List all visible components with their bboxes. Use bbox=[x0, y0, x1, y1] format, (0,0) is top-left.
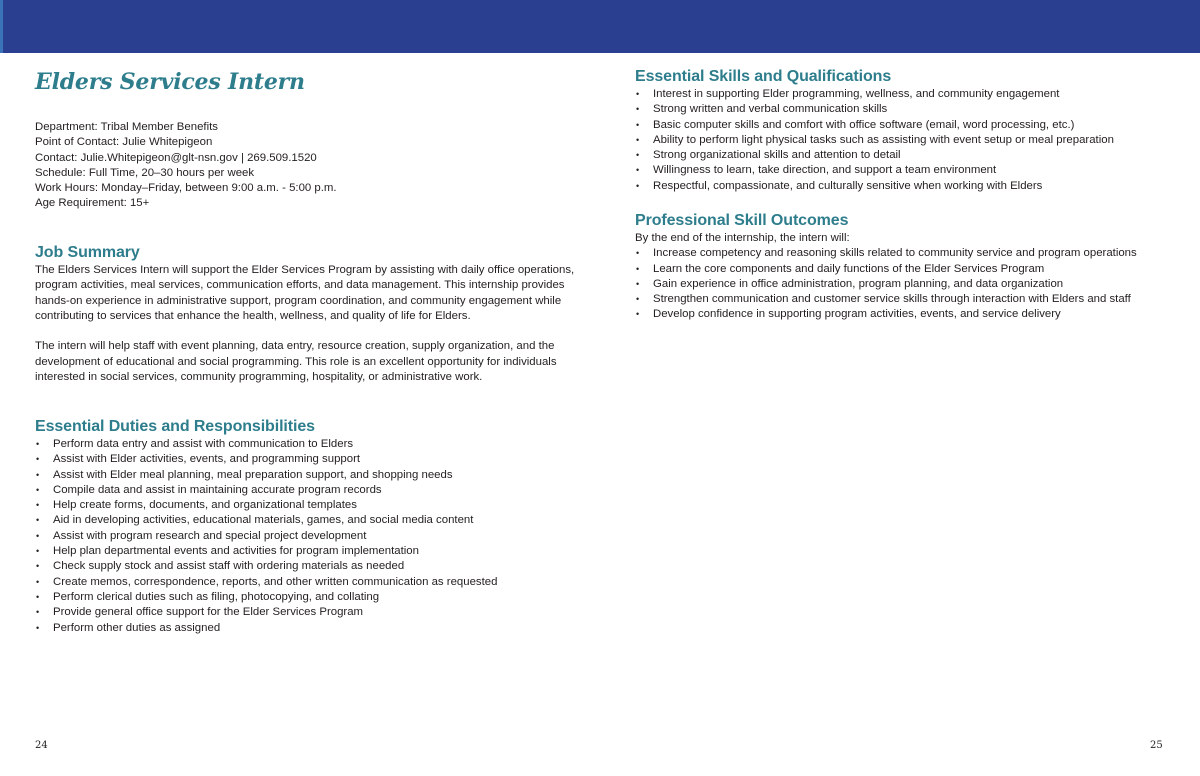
job-summary-section bbox=[35, 243, 575, 385]
duty-item bbox=[35, 498, 575, 513]
bullet-icon: • bbox=[36, 546, 40, 557]
outcomes-intro: By the end of the internship, the intern will: bbox=[635, 232, 850, 244]
duties-heading: Essential Duties and Responsibilities bbox=[35, 418, 315, 435]
page-number-left: 24 bbox=[35, 740, 48, 751]
skill-item-text: Strong written and verbal communication skills bbox=[653, 103, 888, 116]
bullet-icon: • bbox=[36, 454, 40, 465]
duty-item-text: Assist with program research and special project development bbox=[53, 529, 367, 542]
page-number-right: 25 bbox=[1150, 740, 1163, 751]
bullet-icon: • bbox=[636, 263, 640, 274]
duty-item bbox=[35, 483, 575, 498]
job-summary-paragraph-1: The Elders Services Intern will support the Elder Services Program by assisting with daily office operations, program activities, meal services, communication efforts, and data management. This internship provides hands-on experience in administrative support, program coordination, and community engagement while contributing to services that enhance the health, wellness, and quality of life for Elders. bbox=[35, 264, 575, 322]
info-age-requirement: Age Requirement: 15+ bbox=[35, 197, 150, 210]
skill-item-text: Ability to perform light physical tasks such as assisting with event setup or meal preparation bbox=[653, 133, 1114, 146]
duty-item-text: Compile data and assist in maintaining accurate program records bbox=[53, 483, 382, 496]
duty-item bbox=[35, 575, 575, 590]
outcomes-section bbox=[635, 211, 1175, 323]
duty-item bbox=[35, 621, 575, 636]
duty-item-text: Create memos, correspondence, reports, and other written communication as requested bbox=[53, 575, 498, 588]
skills-heading: Essential Skills and Qualifications bbox=[635, 68, 892, 85]
outcome-item-text: Strengthen communication and customer service skills through interaction with Elders and staff bbox=[653, 293, 1131, 306]
duty-item-text: Check supply stock and assist staff with ordering materials as needed bbox=[53, 560, 405, 573]
outcomes-list bbox=[635, 246, 1175, 322]
duty-item bbox=[35, 513, 575, 528]
header-band-edge bbox=[0, 0, 3, 53]
job-summary-paragraph-2: The intern will help staff with event planning, data entry, resource creation, supply organization, and the development of educational and social programming. This role is an excellent opportunity for individuals interested in social services, community programming, hospitality, or administrative work. bbox=[35, 340, 557, 384]
bullet-icon: • bbox=[36, 561, 40, 572]
duty-item-text: Perform data entry and assist with communication to Elders bbox=[53, 438, 354, 450]
bullet-icon: • bbox=[36, 500, 40, 511]
bullet-icon: • bbox=[636, 89, 640, 99]
bullet-icon: • bbox=[636, 150, 640, 161]
job-summary-heading: Job Summary bbox=[35, 244, 140, 261]
duty-item bbox=[35, 544, 575, 559]
duty-item-text: Aid in developing activities, educational materials, games, and social media content bbox=[53, 514, 474, 527]
duty-item bbox=[35, 437, 575, 452]
skill-item-text: Interest in supporting Elder programming, wellness, and community engagement bbox=[653, 88, 1060, 100]
bullet-icon: • bbox=[636, 180, 640, 191]
outcome-item-text: Gain experience in office administration, program planning, and data organization bbox=[653, 277, 1064, 290]
skill-item-text: Strong organizational skills and attention to detail bbox=[653, 149, 901, 162]
skill-item bbox=[635, 102, 1175, 117]
duty-item-text: Provide general office support for the Elder Services Program bbox=[53, 606, 364, 619]
bullet-icon: • bbox=[636, 134, 640, 145]
bullet-icon: • bbox=[36, 484, 40, 495]
bullet-icon: • bbox=[36, 515, 40, 526]
duties-list bbox=[35, 437, 575, 636]
skill-item-text: Basic computer skills and comfort with office software (email, word processing, etc.) bbox=[653, 118, 1075, 131]
bullet-icon: • bbox=[36, 607, 40, 618]
outcome-item bbox=[635, 262, 1175, 277]
skill-item-text: Willingness to learn, take direction, and support a team environment bbox=[653, 164, 997, 177]
position-info bbox=[35, 120, 337, 212]
duty-item bbox=[35, 605, 575, 620]
outcome-item bbox=[635, 277, 1175, 292]
bullet-icon: • bbox=[636, 248, 640, 259]
skill-item bbox=[635, 133, 1175, 148]
duty-item bbox=[35, 468, 575, 483]
bullet-icon: • bbox=[636, 294, 640, 305]
duty-item-text: Perform other duties as assigned bbox=[53, 621, 221, 634]
bullet-icon: • bbox=[636, 165, 640, 176]
bullet-icon: • bbox=[636, 278, 640, 289]
skill-item bbox=[635, 118, 1175, 133]
duty-item-text: Help create forms, documents, and organizational templates bbox=[53, 499, 357, 512]
duty-item bbox=[35, 559, 575, 574]
skills-list bbox=[635, 87, 1175, 194]
skill-item bbox=[635, 179, 1175, 194]
outcome-item bbox=[635, 292, 1175, 307]
bullet-icon: • bbox=[36, 469, 40, 480]
outcome-item-text: Learn the core components and daily functions of the Elder Services Program bbox=[653, 262, 1045, 275]
info-contact-person: Point of Contact: Julie Whitepigeon bbox=[35, 136, 213, 149]
info-schedule: Schedule: Full Time, 20–30 hours per week bbox=[35, 166, 255, 179]
outcome-item bbox=[635, 307, 1175, 322]
duty-item bbox=[35, 452, 575, 467]
info-contact-details: Contact: Julie.Whitepigeon@glt-nsn.gov | 269.509.1520 bbox=[35, 151, 317, 164]
skill-item bbox=[635, 163, 1175, 178]
outcome-item bbox=[635, 246, 1175, 261]
duty-item bbox=[35, 590, 575, 605]
outcome-item-text: Develop confidence in supporting program activities, events, and service delivery bbox=[653, 308, 1061, 321]
duty-item-text: Help plan departmental events and activities for program implementation bbox=[53, 545, 419, 558]
skill-item bbox=[635, 87, 1175, 102]
skill-item bbox=[635, 148, 1175, 163]
duty-item-text: Assist with Elder meal planning, meal preparation support, and shopping needs bbox=[53, 468, 453, 481]
outcomes-heading: Professional Skill Outcomes bbox=[635, 212, 849, 229]
bullet-icon: • bbox=[636, 309, 640, 320]
bullet-icon: • bbox=[36, 622, 40, 633]
info-work-hours: Work Hours: Monday–Friday, between 9:00 a.m. - 5:00 p.m. bbox=[35, 182, 337, 195]
duty-item-text: Assist with Elder activities, events, and programming support bbox=[53, 453, 361, 466]
page-title: Elders Services Intern bbox=[35, 69, 305, 95]
bullet-icon: • bbox=[36, 591, 40, 602]
duty-item bbox=[35, 529, 575, 544]
outcome-item-text: Increase competency and reasoning skills related to community service and program operations bbox=[653, 247, 1137, 260]
info-department: Department: Tribal Member Benefits bbox=[35, 121, 218, 133]
skills-section bbox=[635, 67, 1175, 194]
bullet-icon: • bbox=[636, 119, 640, 130]
bullet-icon: • bbox=[36, 530, 40, 541]
bullet-icon: • bbox=[636, 104, 640, 115]
bullet-icon: • bbox=[36, 576, 40, 587]
bullet-icon: • bbox=[36, 439, 40, 449]
skill-item-text: Respectful, compassionate, and culturally sensitive when working with Elders bbox=[653, 179, 1043, 192]
duties-section bbox=[35, 417, 575, 636]
header-band bbox=[0, 0, 1200, 53]
duty-item-text: Perform clerical duties such as filing, photocopying, and collating bbox=[53, 590, 380, 603]
